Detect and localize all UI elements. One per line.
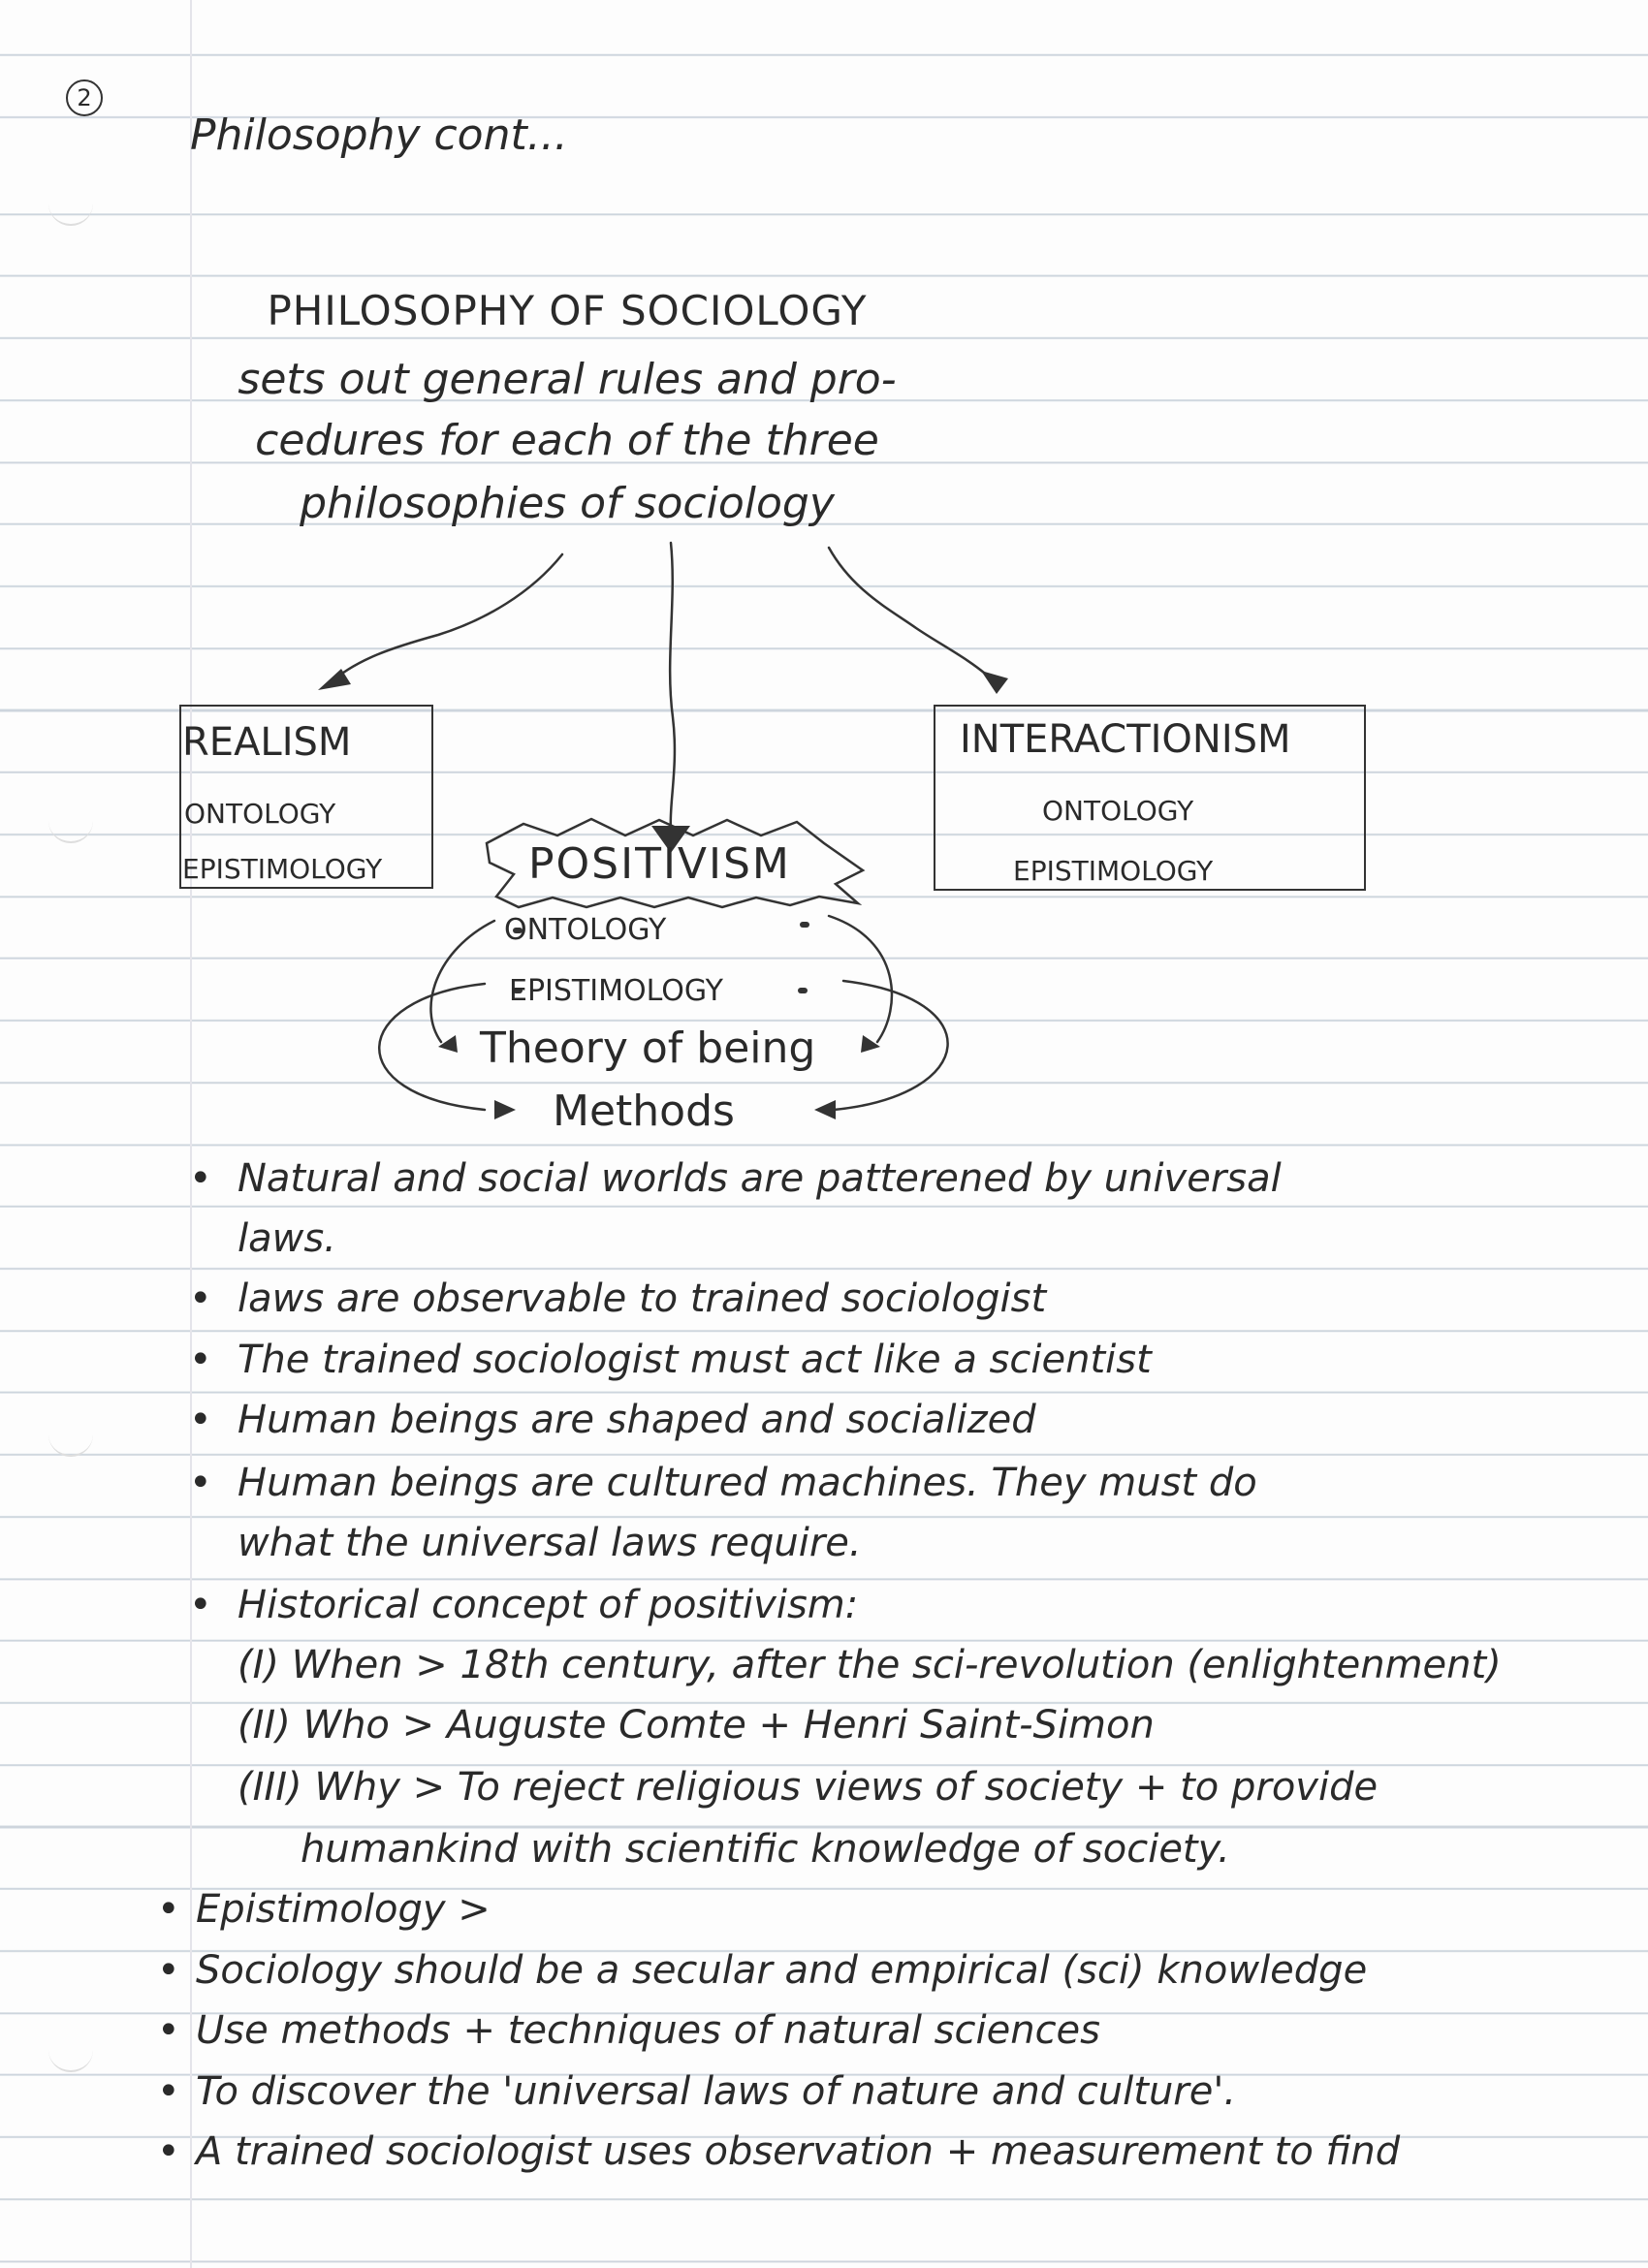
bullet-marker: •: [157, 2008, 180, 2053]
bullet-marker: •: [189, 1583, 212, 1627]
note-line: (I) When > 18th century, after the sci-revolution (enlightenment): [238, 1643, 1502, 1687]
arrow-to-interactionism: [829, 548, 991, 678]
arrowhead-methods-right: [814, 1100, 836, 1119]
arrowhead-theory: [438, 1035, 458, 1053]
arrowhead-methods: [494, 1100, 516, 1119]
diagram-title: PHILOSOPHY OF SOCIOLOGY: [267, 287, 868, 334]
page-title: Philosophy cont...: [190, 110, 568, 160]
arrowhead-theory-right: [861, 1035, 880, 1053]
note-line: Sociology should be a secular and empirical (sci) knowledge: [196, 1948, 1368, 1993]
realism-ontology: ONTOLOGY: [184, 798, 336, 830]
interactionism-ontology: ONTOLOGY: [1042, 795, 1194, 827]
theory-of-being-label: Theory of being: [480, 1024, 816, 1073]
positivism-title: POSITIVISM: [528, 839, 791, 889]
realism-epistemology: EPISTIMOLOGY: [182, 853, 383, 885]
diagram-description-line: cedures for each of the three: [255, 416, 879, 465]
bullet-marker: •: [189, 1276, 212, 1321]
note-line: humankind with scientific knowledge of society.: [301, 1827, 1230, 1872]
arrow-to-realism: [330, 554, 562, 683]
note-line: Use methods + techniques of natural sciences: [196, 2008, 1101, 2053]
loop-ontology-right: [829, 916, 892, 1042]
realism-title: REALISM: [182, 720, 352, 765]
note-line: what the universal laws require.: [238, 1521, 862, 1565]
positivism-epistemology: EPISTIMOLOGY: [509, 974, 723, 1008]
positivism-ontology: ONTOLOGY: [504, 913, 667, 947]
note-line: To discover the 'universal laws of nature and culture'.: [196, 2069, 1237, 2114]
bullet-marker: •: [189, 1338, 212, 1382]
note-line: laws.: [238, 1216, 336, 1261]
note-line: A trained sociologist uses observation + measurement to find: [196, 2129, 1401, 2174]
bullet-marker: •: [189, 1156, 212, 1201]
diagram-description-line: sets out general rules and pro-: [238, 355, 897, 404]
note-line: (III) Why > To reject religious views of society + to provide: [238, 1765, 1379, 1810]
bullet-marker: •: [157, 2129, 180, 2174]
arrow-to-positivism: [670, 543, 675, 829]
bullet-marker: •: [157, 2069, 180, 2114]
note-line: Human beings are cultured machines. They must do: [238, 1461, 1257, 1505]
page-number: 2: [66, 79, 103, 116]
note-line: Epistimology >: [196, 1887, 491, 1932]
methods-label: Methods: [553, 1087, 735, 1136]
bullet-marker: •: [157, 1948, 180, 1993]
note-line: Historical concept of positivism:: [238, 1583, 859, 1627]
note-line: The trained sociologist must act like a scientist: [238, 1338, 1152, 1382]
note-line: Natural and social worlds are patterened by universal: [238, 1156, 1282, 1201]
bullet-marker: •: [189, 1398, 212, 1442]
bullet-marker: •: [157, 1887, 180, 1932]
bullet-marker: •: [189, 1461, 212, 1505]
arrowhead-interactionism: [981, 671, 1008, 694]
diagram-description-line: philosophies of sociology: [300, 479, 835, 528]
note-line: (II) Who > Auguste Comte + Henri Saint-Simon: [238, 1703, 1155, 1748]
note-line: laws are observable to trained sociologist: [238, 1276, 1047, 1321]
note-line: Human beings are shaped and socialized: [238, 1398, 1036, 1442]
interactionism-epistemology: EPISTIMOLOGY: [1013, 855, 1214, 887]
interactionism-title: INTERACTIONISM: [960, 717, 1291, 762]
